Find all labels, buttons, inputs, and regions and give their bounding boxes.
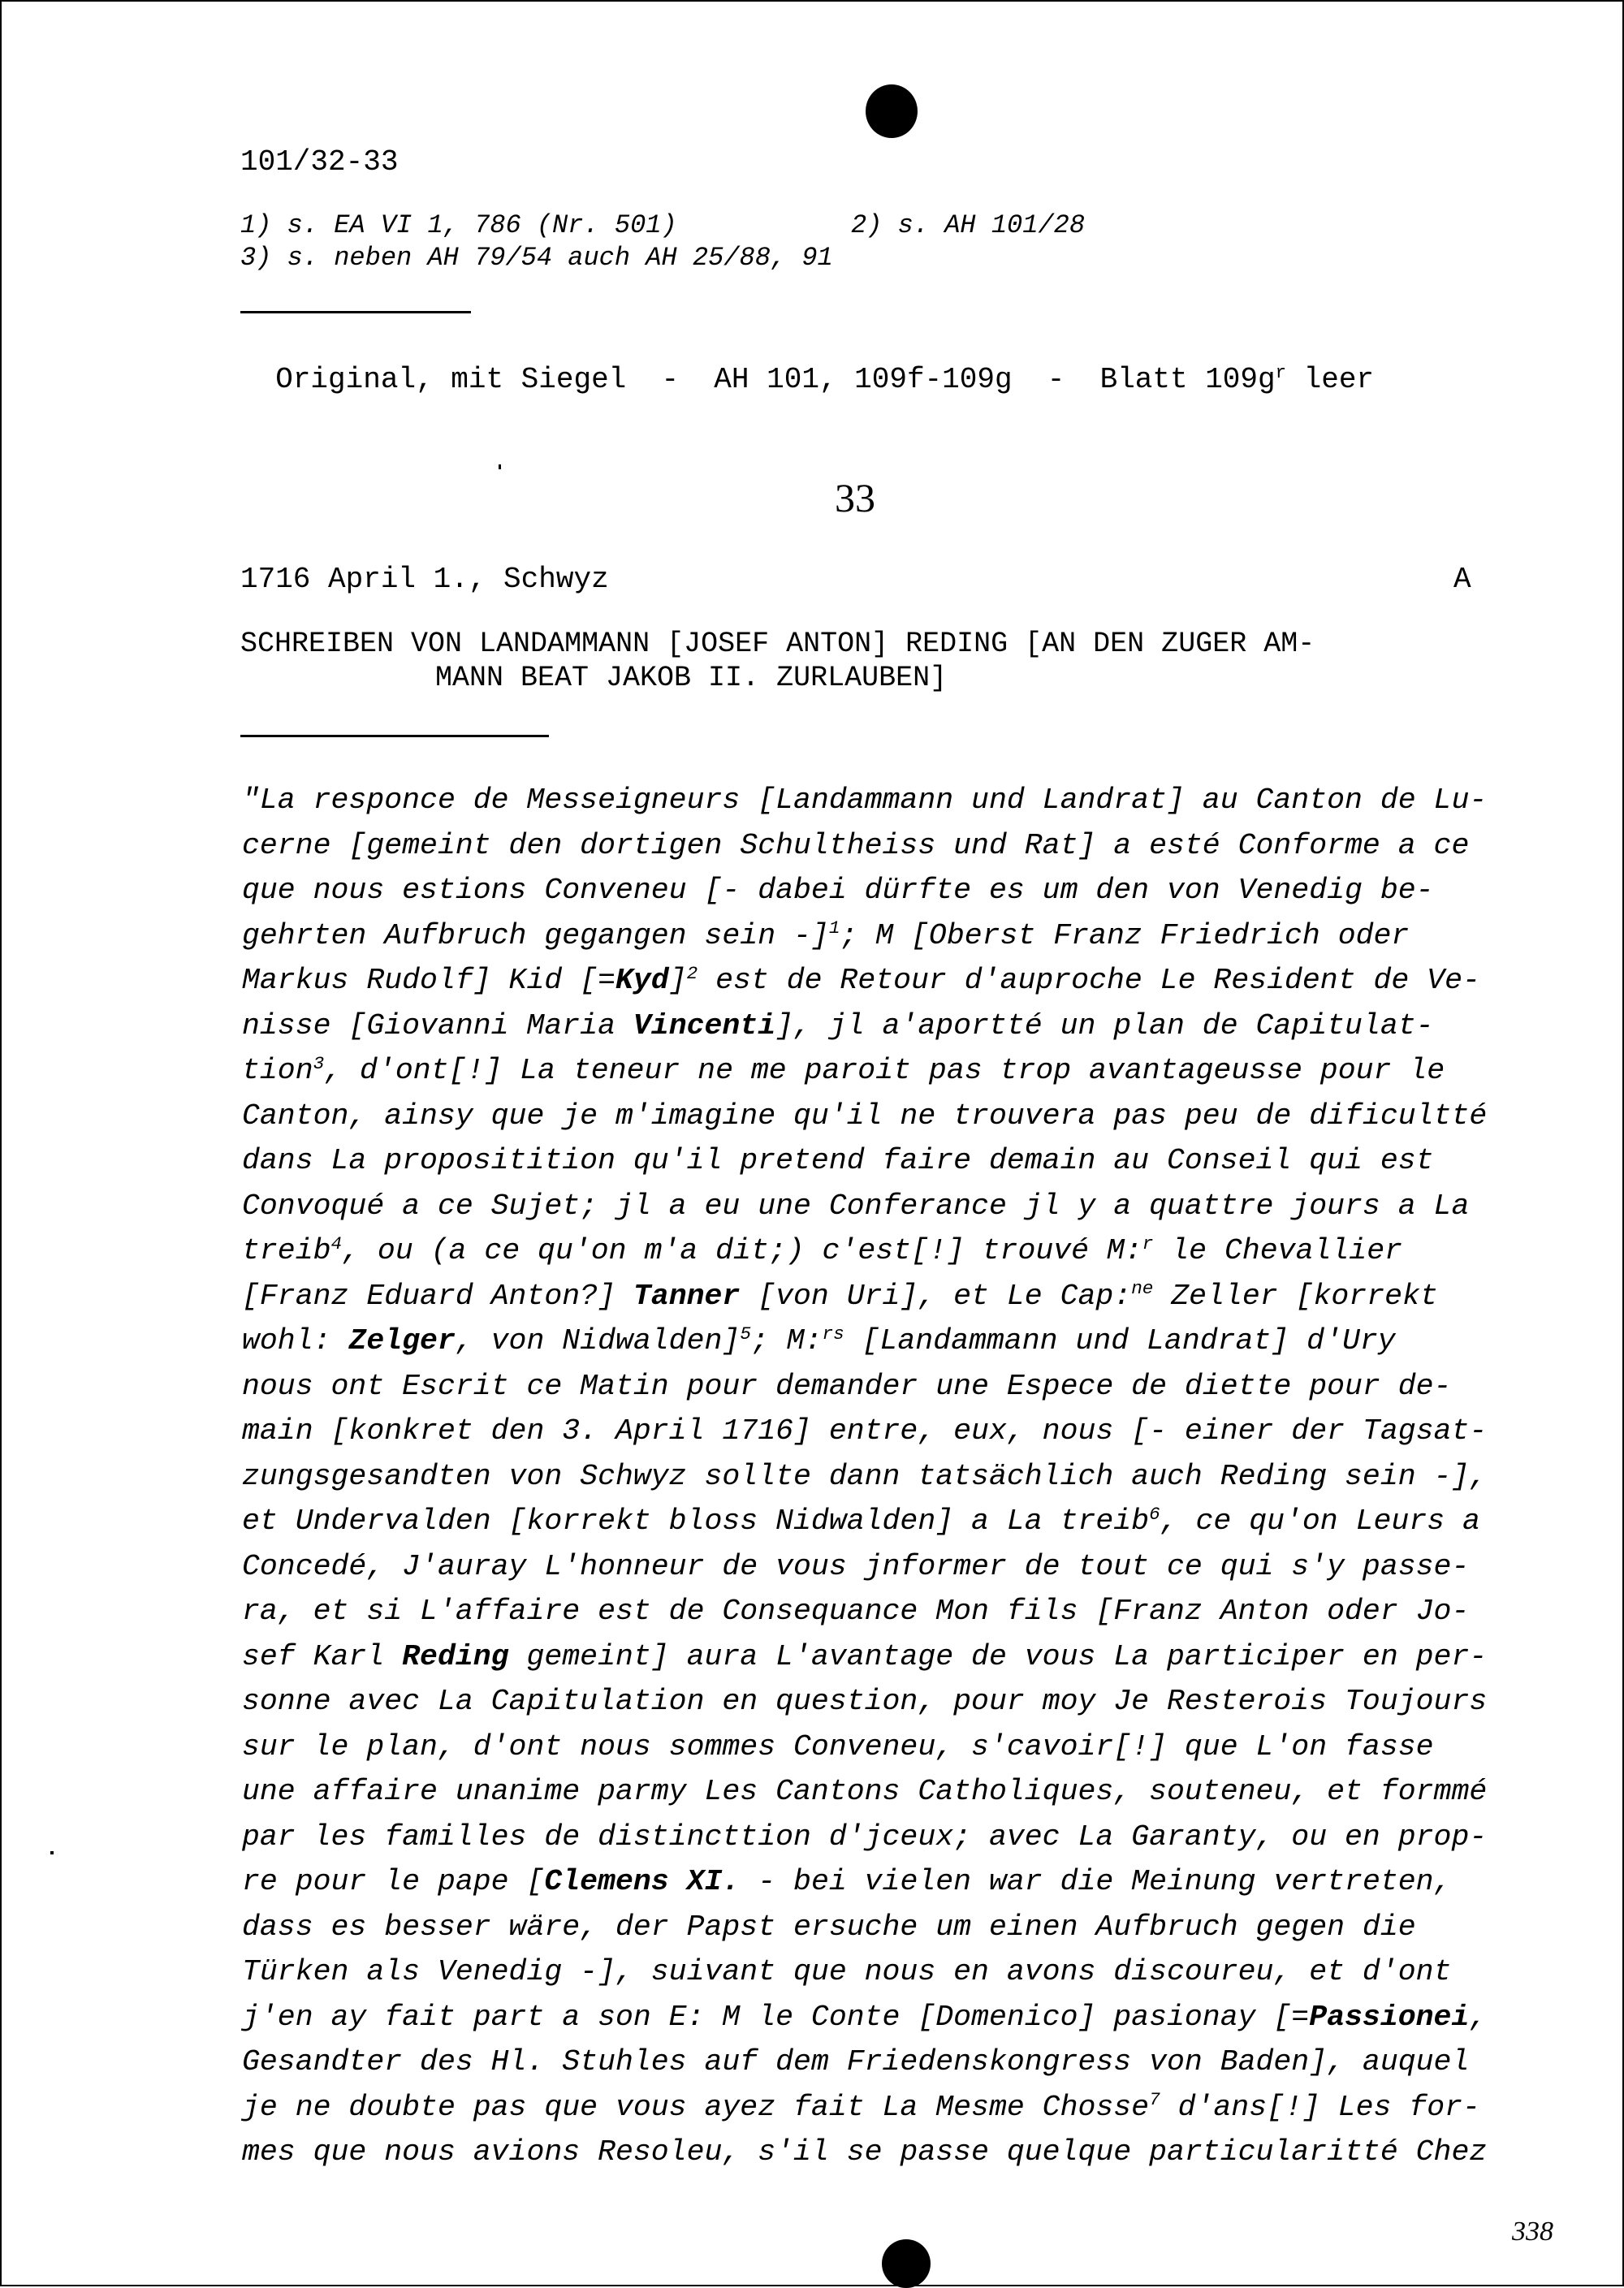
footnote-3: 3) s. neben AH 79/54 auch AH 25/88, 91	[240, 243, 833, 273]
text-line: dans La propositition qu'il pretend faire demain au Conseil qui est	[242, 1144, 1434, 1177]
text-line: que nous estions Conveneu [- dabei dürfte es um den von Venedig be-	[242, 874, 1434, 907]
source-note-sup: r	[1275, 361, 1287, 383]
text-run: gehrten Aufbruch gegangen sein -]	[242, 918, 829, 952]
punch-hole-top	[866, 84, 918, 138]
text-run: d'ans[!] Les for-	[1160, 2090, 1480, 2124]
text-line: main [konkret den 3. April 1716] entre, eux, nous [- einer der Tagsat-	[242, 1414, 1488, 1448]
text-run: le Chevallier	[1153, 1234, 1403, 1267]
text-run: ; M:	[750, 1324, 823, 1358]
text-line: Gesandter des Hl. Stuhles auf dem Friedenskongress von Baden], auquel	[242, 2045, 1470, 2079]
bold-name: Vincenti	[633, 1008, 776, 1043]
text-run: [von Uri], et Le Cap:	[740, 1279, 1132, 1313]
text-line	[242, 1048, 1484, 1094]
text-run: gemeint] aura L'avantage de vous La participer en per-	[508, 1639, 1488, 1673]
footnote-ref: 2	[686, 962, 698, 984]
text-run: tion	[242, 1054, 313, 1087]
text-line	[242, 1319, 1484, 1364]
text-line: une affaire unanime parmy Les Cantons Catholiques, souteneu, et formmé	[242, 1775, 1488, 1808]
text-line: Türken als Venedig -], suivant que nous en avons discoureu, et d'ont	[242, 1955, 1452, 1988]
stray-mark	[499, 464, 501, 469]
text-run: , ce qu'on Leurs a	[1160, 1504, 1480, 1538]
stray-mark	[50, 1851, 54, 1854]
text-line: ra, et si L'affaire est de Consequance Mon fils [Franz Anton oder Jo-	[242, 1595, 1470, 1628]
footnote-ref: 1	[828, 917, 840, 939]
text-run: , von Nidwalden]	[455, 1324, 741, 1358]
text-run: j'en ay fait part a son E: M le Conte [Domenico] pasionay [=	[242, 2000, 1310, 2034]
bold-name: Clemens XI.	[544, 1865, 741, 1898]
text-line: mes que nous avions Resoleu, s'il se passe quelque particularitté Chez	[242, 2135, 1488, 2169]
punch-hole-bottom	[882, 2239, 931, 2288]
footnote-ref: 6	[1149, 1503, 1160, 1525]
bold-name: Reding	[402, 1639, 509, 1673]
superscript-abbrev: ne	[1131, 1278, 1154, 1300]
document-title: SCHREIBEN VON LANDAMMANN [JOSEF ANTON] REDING [AN DEN ZUGER AM-	[240, 628, 1315, 660]
text-line	[242, 1859, 1484, 1905]
text-run: est de Retour d'auproche Le Resident de Ve-	[698, 964, 1480, 997]
text-line: cerne [gemeint den dortigen Schultheiss und Rat] a esté Conforme a ce	[242, 828, 1470, 862]
text-line: Convoqué a ce Sujet; jl a eu une Conferance jl y a quattre jours a La	[242, 1189, 1470, 1223]
text-line: "La responce de Messeigneurs [Landammann und Landrat] au Canton de Lu-	[242, 784, 1488, 817]
text-run: Markus Rudolf] Kid [=	[242, 964, 615, 997]
title-rule	[240, 735, 549, 737]
source-note-end: leer	[1286, 363, 1375, 396]
text-run: [Landammann und Landrat] d'Ury	[844, 1324, 1396, 1358]
text-line: zungsgesandten von Schwyz sollte dann tatsächlich auch Reding sein -],	[242, 1459, 1488, 1493]
text-run: , d'ont[!] La teneur ne me paroit pas trop avantageusse pour le	[324, 1054, 1445, 1087]
bold-name: Kyd	[615, 964, 669, 997]
text-line: sur le plan, d'ont nous sommes Conveneu, s'cavoir[!] que L'on fasse	[242, 1729, 1434, 1763]
text-line	[242, 913, 1484, 959]
text-run: [Franz Eduard Anton?]	[242, 1279, 633, 1313]
text-run: je ne doubte pas que vous ayez fait La Mesme Chosse	[242, 2090, 1150, 2124]
footnote-2: 2) s. AH 101/28	[851, 210, 1086, 240]
text-line	[242, 1995, 1488, 2040]
handwritten-page-number: 338	[1512, 2217, 1553, 2247]
text-run: ; M [Oberst Franz Friedrich oder	[840, 918, 1410, 952]
text-line	[242, 1634, 1488, 1680]
bold-name: Zelger	[348, 1324, 456, 1358]
text-line	[242, 2085, 1484, 2130]
text-run: sef Karl	[242, 1639, 403, 1673]
text-line: par les familles de distincttion d'jceux; avec La Garanty, ou en prop-	[242, 1820, 1488, 1854]
text-line: sonne avec La Capitulation en question, pour moy Je Resterois Toujours	[242, 1685, 1488, 1718]
text-line: nous ont Escrit ce Matin pour demander une Espece de diette pour de-	[242, 1369, 1452, 1403]
text-run: re pour le pape [	[242, 1865, 545, 1898]
text-line: Canton, ainsy que je m'imagine qu'il ne trouvera pas peu de dificultté	[242, 1099, 1488, 1133]
date-place: 1716 April 1., Schwyz	[240, 563, 609, 596]
header-rule	[240, 311, 471, 313]
superscript-abbrev: r	[1142, 1232, 1154, 1254]
text-line: dass es besser wäre, der Papst ersuche um einen Aufbruch gegen die	[242, 1910, 1416, 1944]
source-note-text: Original, mit Siegel - AH 101, 109f-109g - Blatt 109g	[275, 363, 1276, 396]
document-title-cont: MANN BEAT JAKOB II. ZURLAUBEN]	[435, 662, 948, 694]
text-run: treib	[242, 1234, 331, 1267]
text-run: nisse [Giovanni Maria	[242, 1008, 633, 1043]
text-line	[242, 1274, 1484, 1319]
text-run: ], jl a'aportté un plan de Capitulat-	[775, 1008, 1434, 1043]
text-line	[242, 958, 1484, 1004]
source-note	[240, 336, 1374, 395]
text-line	[242, 1228, 1484, 1274]
footnote-ref: 7	[1149, 2089, 1160, 2111]
section-number: 33	[835, 475, 875, 520]
reference-number: 101/32-33	[240, 145, 399, 179]
text-run: ,	[1469, 2000, 1488, 2034]
superscript-abbrev: rs	[822, 1323, 844, 1345]
bold-name: Passionei	[1309, 2000, 1470, 2034]
text-run: wohl:	[242, 1324, 349, 1358]
document-marker: A	[1453, 563, 1471, 596]
footnote-ref: 5	[740, 1323, 751, 1345]
text-line	[242, 1499, 1484, 1544]
letter-body	[242, 778, 1488, 2175]
footnote-ref: 3	[313, 1052, 325, 1074]
text-run: - bei vielen war die Meinung vertreten,	[740, 1865, 1452, 1898]
footnote-ref: 4	[330, 1232, 343, 1254]
text-run: Zeller [korrekt	[1153, 1279, 1438, 1313]
bold-name: Tanner	[633, 1279, 741, 1313]
text-line: Concedé, J'auray L'honneur de vous jnformer de tout ce qui s'y passe-	[242, 1549, 1470, 1583]
text-line	[242, 1004, 1484, 1049]
text-run: ]	[668, 964, 687, 997]
text-run: , ou (a ce qu'on m'a dit;) c'est[!] trouvé M:	[342, 1234, 1142, 1267]
text-run: et Undervalden [korrekt bloss Nidwalden] a La treib	[242, 1504, 1150, 1538]
footnote-1: 1) s. EA VI 1, 786 (Nr. 501)	[240, 210, 677, 240]
